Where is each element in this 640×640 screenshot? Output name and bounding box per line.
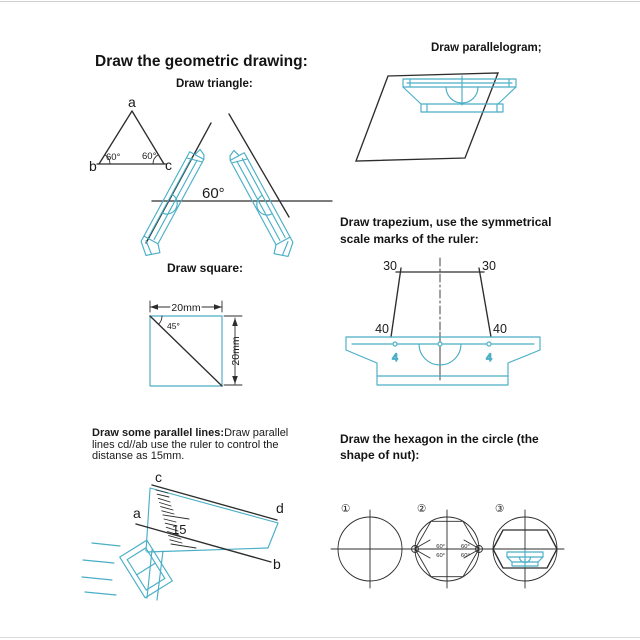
point-b-label: b	[273, 556, 281, 572]
ruler-tool-trapezium	[346, 337, 540, 385]
trapezium-panel	[340, 250, 550, 390]
triangle-panel	[80, 90, 340, 255]
width-dimension	[150, 301, 222, 314]
trapezium-shape	[391, 268, 491, 337]
vertex-a-label: a	[128, 94, 136, 110]
parallel-lines-text: Draw parallel lines cd//ab use the ruler to control the distanse as 15mm.	[92, 427, 289, 463]
scale-mark-right: 4	[485, 352, 493, 364]
angle-lr-label: 60°	[461, 553, 470, 559]
triangle-title: Draw triangle:	[176, 78, 253, 90]
step3-label: ③	[495, 503, 505, 515]
ruler-tool-horizontal	[403, 76, 516, 112]
point-a-label: a	[133, 505, 141, 521]
angle-c-label: 60°	[142, 151, 157, 162]
angle-main-label: 60°	[202, 185, 225, 202]
line-ab	[136, 524, 271, 562]
hexagon-step-2	[408, 503, 486, 588]
parallel-lines-construction	[133, 469, 284, 572]
hexagon-title-line2: shape of nut):	[340, 448, 420, 462]
angle-b-label: 60°	[106, 152, 121, 163]
parallel-lines-instructions	[92, 428, 305, 463]
ruler-end-block	[120, 540, 173, 598]
hexagon-step-3	[486, 503, 564, 588]
ruler-tool-parallel	[82, 488, 278, 600]
hexagon-panel	[330, 498, 575, 598]
reference-triangle	[89, 94, 172, 174]
hexagon-step-1	[331, 503, 409, 588]
photo-top-edge	[0, 1, 640, 2]
ruler-tool-left	[136, 146, 212, 261]
distance-label: 15	[172, 522, 187, 537]
angle-ul-label: 60°	[436, 544, 445, 550]
parallel-lines-title: Draw some parallel lines:	[92, 427, 225, 439]
parallel-lines-panel	[82, 465, 297, 640]
angle-ll-label: 60°	[436, 553, 445, 559]
line-cd	[152, 485, 277, 520]
vertex-c-label: c	[165, 157, 172, 173]
step1-label: ①	[341, 503, 351, 515]
step2-label: ②	[417, 503, 427, 515]
dim-top-left: 30	[383, 259, 397, 273]
hexagon-title	[340, 431, 539, 463]
diagonal-line	[150, 316, 222, 386]
triangle-construction	[136, 114, 332, 262]
vertex-b-label: b	[89, 158, 97, 174]
square-panel	[140, 295, 250, 400]
height-label: 20mm	[230, 336, 242, 366]
height-dimension	[224, 316, 242, 385]
hexagon-title-line1: Draw the hexagon in the circle (the	[340, 432, 539, 446]
parallelogram-panel	[350, 55, 550, 175]
dim-bottom-right: 40	[493, 322, 507, 336]
trapezium-title-line1: Draw trapezium, use the symmetrical	[340, 215, 552, 229]
trapezium-title-line2: scale marks of the ruler:	[340, 231, 479, 246]
point-c-label: c	[155, 469, 162, 485]
trapezium-title	[340, 214, 551, 247]
scale-mark-left: 4	[391, 352, 399, 364]
parallelogram-shape	[356, 73, 498, 161]
dim-bottom-left: 40	[375, 322, 389, 336]
width-label: 20mm	[171, 302, 201, 314]
parallelogram-title: Draw parallelogram;	[431, 42, 542, 54]
angle-45-label: 45°	[167, 321, 180, 331]
angle-45-arc	[159, 316, 162, 324]
dim-top-right: 30	[482, 259, 496, 273]
angle-ur-label: 60°	[461, 544, 470, 550]
main-title: Draw the geometric drawing:	[95, 53, 308, 70]
point-d-label: d	[276, 500, 284, 516]
ruler-tool-right	[222, 147, 298, 262]
mini-ruler	[507, 550, 543, 567]
square-title: Draw square:	[167, 261, 244, 275]
